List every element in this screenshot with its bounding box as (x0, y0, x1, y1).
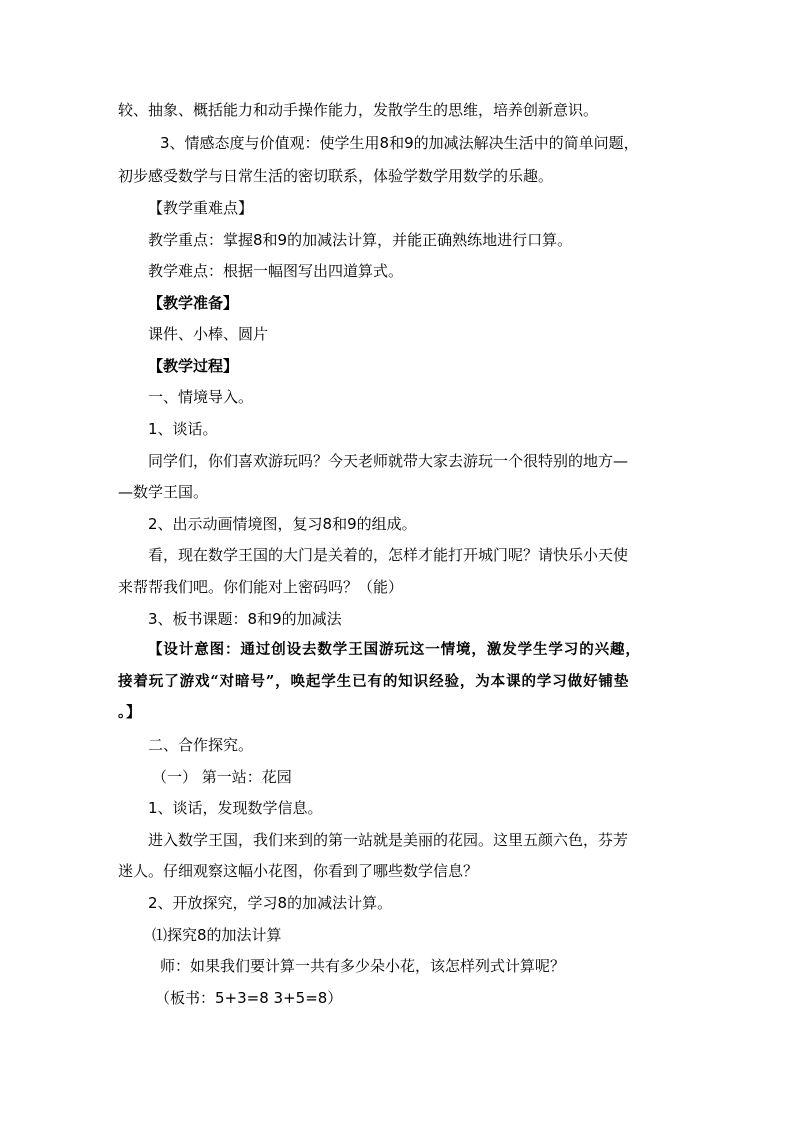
text-line: 一、情境导入。 (148, 388, 254, 406)
text-line: 教学重点：掌握8和9的加减法计算，并能正确熟练地进行口算。 (148, 231, 573, 249)
text-line: 看，现在数学王国的大门是关着的，怎样才能打开城门呢？请快乐小天使 (148, 546, 629, 564)
text-line: ⑴探究8的加法计算 (152, 926, 282, 944)
text-line: 二、合作探究。 (148, 736, 254, 754)
text-line: —数学王国。 (118, 483, 209, 501)
text-line: （一） 第一站：花园 (152, 768, 292, 786)
text-line: 课件、小棒、圆片 (148, 325, 269, 343)
text-line: 较、抽象、概括能力和动手操作能力，发散学生的思维，培养创新意识。 (118, 101, 599, 119)
text-line: 2、出示动画情境图，复习8和9的组成。 (148, 515, 417, 533)
text-line: 初步感受数学与日常生活的密切联系，体验学数学用数学的乐趣。 (118, 167, 554, 185)
design-intent-note: 接着玩了游戏“对暗号”，唤起学生已有的知识经验，为本课的学习做好铺垫 (118, 673, 630, 690)
text-line: 迷人。仔细观察这幅小花图，你看到了哪些数学信息？ (118, 862, 479, 880)
text-line: 同学们，你们喜欢游玩吗？今天老师就带大家去游玩一个很特别的地方— (148, 452, 629, 470)
text-line: 教学难点：根据一幅图写出四道算式。 (148, 262, 404, 280)
text-line: 师：如果我们要计算一共有多少朵小花，该怎样列式计算呢？ (160, 957, 566, 975)
text-line: （板书：5+3=8 3+5=8） (155, 989, 343, 1007)
text-line: 1、谈话。 (148, 420, 218, 438)
section-heading: 【教学重难点】 (148, 199, 254, 217)
text-line: 3、板书课题：8和9的加减法 (148, 610, 342, 628)
text-line: 来帮帮我们吧。你们能对上密码吗？（能） (118, 578, 404, 596)
design-intent-note: 。】 (118, 704, 142, 721)
section-heading: 【教学过程】 (148, 357, 239, 375)
text-line: 进入数学王国，我们来到的第一站就是美丽的花园。这里五颜六色，芬芳 (148, 831, 629, 849)
text-line: 1、谈话，发现数学信息。 (148, 799, 323, 817)
section-heading: 【教学准备】 (148, 294, 239, 312)
text-line: 3、情感态度与价值观：使学生用8和9的加减法解决生活中的简单问题， (160, 134, 639, 152)
design-intent-note: 【设计意图：通过创设去数学王国游玩这一情境，激发学生学习的兴趣， (148, 641, 641, 658)
text-line: 2、开放探究，学习8的加减法计算。 (148, 894, 393, 912)
